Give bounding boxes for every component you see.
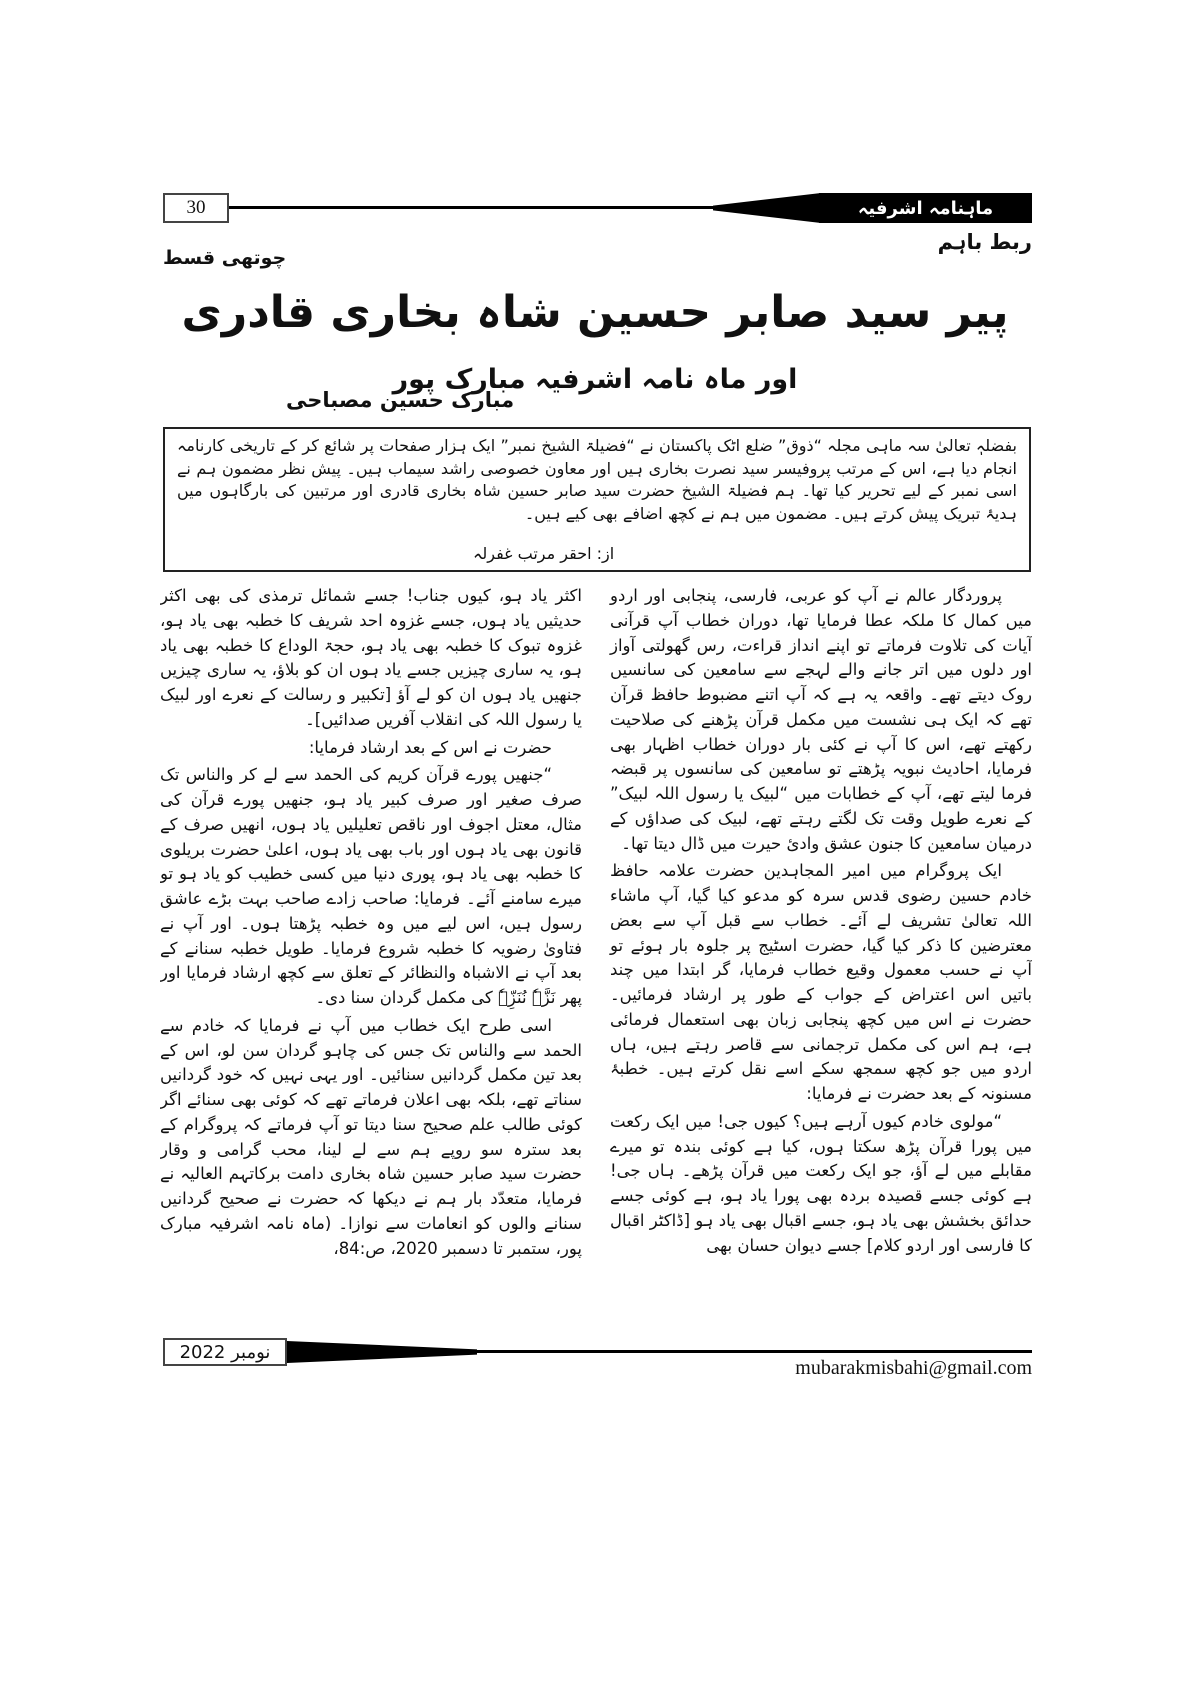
body-right-column xyxy=(610,584,1032,1332)
page-number: 30 xyxy=(186,197,206,218)
body-left-column xyxy=(160,584,582,1332)
body-paragraph: اکثر یاد ہو، کیوں جناب! جسے شمائل ترمذی کی بھی اکثر حدیثیں یاد ہوں، جسے غزوہ احد شریف کا خطبہ بھی یاد ہو، غزوہ تبوک کا خطبہ بھی یاد ہو، حجۃ الوداع کا خطبہ بھی یاد ہو، یہ ساری چیزیں جسے یاد ہوں ان کو بلاؤ، یہ ساری چیزیں جنھیں یاد ہوں ان کو لے آؤ [تکبیر و رسالت کے نعرے اور لبیک یا رسول اللہ کی انقلاب آفریں صدائیں]۔ xyxy=(160,586,582,729)
footer-rule xyxy=(474,1350,1032,1353)
author-name: مبارک حسین مصباحی xyxy=(286,388,515,412)
page-number-box xyxy=(163,193,229,223)
body-paragraph: “مولوی خادم کیوں آرہے ہیں؟ کیوں جی! میں ایک رکعت میں پورا قرآن پڑھ سکتا ہوں، کیا ہے کوئی بندہ تو میرے مقابلے میں لے آؤ، جو ایک رکعت میں قرآن پڑھے۔ ہاں جی! ہے کوئی جسے قصیدہ بردہ بھی پورا یاد ہو، ہے کوئی جسے حدائق بخشش بھی یاد ہو، جسے اقبال بھی یاد ہو [ڈاکٹر اقبال کا فارسی اور اردو کلام] جسے دیوان حسان بھی xyxy=(610,1111,1032,1255)
body-paragraph: اسی طرح ایک خطاب میں آپ نے فرمایا کہ خادم سے الحمد سے والناس تک جس کی چاہو گردان سن لو، اس کے بعد تین مکمل گردانیں سنائیں۔ اور یہی نہیں کہ خود گردانیں سناتے تھے، بلکہ بھی اعلان فرماتے تھے کہ کوئی بھی سنائے اگر کوئی طالب علم صحیح سنا دیتا تو آپ فرماتے کہ پروگرام کے بعد سترہ سو روپے ہم سے لے لینا، محب گرامی و وقار حضرت سید صابر حسین شاہ بخاری دامت برکاتہم العالیہ نے فرمایا، متعدّد بار ہم نے دیکھا کہ حضرت نے صحیح گردانیں سنانے والوں کو انعامات سے نوازا۔ (ماہ نامہ اشرفیہ مبارک پور، ستمبر تا دسمبر 2020، ص:84، xyxy=(160,1015,582,1258)
intro-byline: از: احقر مرتب غفرلہ xyxy=(465,543,622,566)
article-subtitle: اور ماہ نامہ اشرفیہ مبارک پور xyxy=(392,364,798,396)
body-paragraph: ایک پروگرام میں امیر المجاہدین حضرت علامہ حافظ خادم حسین رضوی قدس سرہ کو مدعو کیا گیا، آپ ماشاء اللہ تعالیٰ تشریف لے آئے۔ خطاب سے قبل آپ سے بعض معترضین کا ذکر کیا گیا، حضرت اسٹیج پر جلوہ بار ہوئے تو آپ نے حسب معمول وقیع خطاب فرمایا، گر ابتدا میں چند باتیں اس اعتراض کے جواب کے طور پر ارشاد فرمائیں۔ حضرت نے اس میں کچھ پنجابی زبان بھی استعمال فرمائی ہے، ہم اس کی مکمل ترجمانی سے قاصر رہتے ہیں، ہاں اردو میں جو کچھ سمجھ سکے اسے نقل کرتے ہیں۔ خطبۂ مسنونہ کے بعد حضرت نے فرمایا: xyxy=(610,861,1032,1103)
body-paragraph: حضرت نے اس کے بعد ارشاد فرمایا: xyxy=(308,737,552,757)
contact-email: mubarakmisbahi@gmail.com xyxy=(795,1357,1032,1379)
intro-box xyxy=(163,427,1031,572)
intro-text: بفضلہٖ تعالیٰ سہ ماہی مجلہ “ذوق” ضلع اٹک پاکستان نے “فضیلۃ الشیخ نمبر” ایک ہزار صفحات پر شائع کر کے تاریخی کارنامہ انجام دیا ہے، اس کے مرتب پروفیسر سید نصرت بخاری ہیں اور معاون خصوصی راشد سیماب ہیں۔ پیش نظر مضمون ہم نے اسی نمبر کے لیے تحریر کیا تھا۔ ہم فضیلۃ الشیخ حضرت سید صابر حسین شاہ بخاری قادری اور مرتبین کی بارگاہوں میں ہدیۂ تبریک پیش کرتے ہیں۔ مضمون میں ہم نے کچھ اضافے بھی کیے ہیں۔ xyxy=(177,436,1017,524)
issue-date-box xyxy=(163,1338,287,1366)
installment-label: چوتھی قسط xyxy=(163,247,287,269)
footer-wedge-shape xyxy=(287,1341,477,1363)
article-body xyxy=(160,584,1032,1332)
issue-date: نومبر 2022 xyxy=(179,1341,271,1363)
magazine-banner xyxy=(819,193,1032,223)
magazine-banner-title: ماہنامہ اشرفیہ xyxy=(857,197,994,219)
section-label: ربط باہم xyxy=(937,230,1032,254)
header-rule xyxy=(229,206,715,209)
body-paragraph: پروردگار عالم نے آپ کو عربی، فارسی، پنجابی اور اردو میں کمال کا ملکہ عطا فرمایا تھا، دوران خطاب آپ قرآنی آیات کی تلاوت فرماتے تو اپنے انداز قراءت، رس گھولتی آواز اور دلوں میں اتر جانے والے لہجے سے سامعین کی سانسیں روک دیتے تھے۔ واقعہ یہ ہے کہ آپ اتنے مضبوط حافظ قرآن تھے کہ ایک ہی نشست میں مکمل قرآن پڑھنے کی صلاحیت رکھتے تھے، اس کا آپ نے کئی بار دوران خطاب اظہار بھی فرمایا، احادیث نبویہ پڑھتے تو سامعین کی سانسوں پر قبضہ فرما لیتے تھے، آپ کے خطابات میں “لبیک یا رسول اللہ لبیک” کے نعرے طویل وقت تک لگتے رہتے تھے، لبیک کی صداؤں کے درمیان سامعین کا جنون عشق وادیٔ حیرت میں ڈال دیتا تھا۔ xyxy=(610,586,1032,853)
body-paragraph: “جنھیں پورے قرآن کریم کی الحمد سے لے کر والناس تک صرف صغیر اور صرف کبیر یاد ہو، جنھیں پورے قرآن کی مثال، معتل اجوف اور ناقص تعلیلیں یاد ہوں، انھیں صرف کے قانون بھی یاد ہوں اور باب بھی یاد ہوں، اعلیٰ حضرت بریلوی کا خطبہ بھی یاد ہو، پوری دنیا میں کسی خطیب کو یاد ہو تو میرے سامنے آئے۔ فرمایا: صاحب زادے صاحب بہت بڑے عاشق رسول ہیں، اس لیے میں وہ خطبہ پڑھتا ہوں۔ اور آپ نے فتاویٰ رضویہ کا خطبہ شروع فرمایا۔ طویل خطبہ سنانے کے بعد آپ نے الاشباہ والنظائر کے تعلق سے کچھ ارشاد فرمایا اور پھر نَزَّہٗ نُنَزِّہٗ کی مکمل گردان سنا دی۔ xyxy=(160,765,582,1007)
header-wedge-shape xyxy=(713,193,821,223)
article-title: پیر سید صابر حسین شاہ بخاری قادری xyxy=(181,287,1009,339)
